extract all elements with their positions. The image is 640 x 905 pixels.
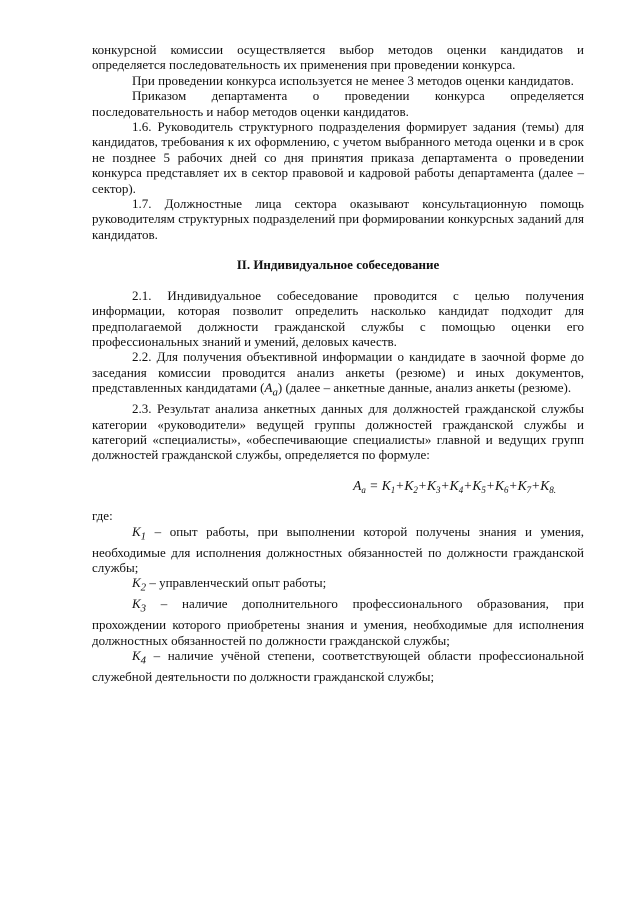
formula-term: $K_1$ xyxy=(381,477,396,495)
section-heading: II. Индивидуальное собеседование xyxy=(236,257,440,273)
formula-plus: + xyxy=(417,477,428,493)
where-label: где: xyxy=(92,508,113,524)
formula-plus: + xyxy=(531,477,541,493)
paragraph-methods-choice: конкурсной комиссии осуществляется выбор методов оценки кандидатов и определяется последовательность их применения при проведении конкурса. xyxy=(92,42,584,73)
formula-term: $K_5$ xyxy=(472,477,486,495)
formula-plus: + xyxy=(508,477,518,493)
formula-plus: + xyxy=(395,477,405,493)
paragraph-order: Приказом департамента о проведении конкурса определяется последовательность и набор методов оценки кандидатов. xyxy=(92,88,584,119)
definition-k2: $K_2$ – управленческий опыт работы; xyxy=(132,575,327,594)
paragraph-2-3: 2.3. Результат анализа анкетных данных для должностей гражданской службы категории «руководители» ведущей группы должностей гражданской службы и категорий «специалисты», «обеспечивающие специалисты» главной и ведущих групп должностей гражданской службы, определяется по формуле: xyxy=(92,401,584,463)
formula-term: $K_2$ xyxy=(404,477,418,495)
paragraph-1-6: 1.6. Руководитель структурного подразделения формирует задания (темы) для кандидатов, требования к их оформлению, с учетом выбранного метода оценки и в срок не позднее 5 рабочих дней со дня принятия приказа департамента о проведении конкурса представляет их в сектор правовой и кадровой работы департамента (далее – сектор). xyxy=(92,119,584,196)
formula-term: $K_3$ xyxy=(427,477,441,495)
formula-plus: + xyxy=(485,477,495,493)
formula-plus: + xyxy=(440,477,450,493)
formula-term: $K_7$ xyxy=(517,477,532,495)
definition-k4: $K_4$ – наличие учёной степени, соответствующей области профессиональной служебной деятельности по должности гражданской службы; xyxy=(92,648,584,685)
definition-k1: $K_1$ – опыт работы, при выполнении которой получены знания и умения, необходимые для исполнения должностных обязанностей по должности гражданской службы; xyxy=(92,523,584,575)
formula-term: $K_4$ xyxy=(449,477,464,495)
paragraph-2-1: 2.1. Индивидуальное собеседование проводится с целью получения информации, которая позволит определить насколько кандидат подходит для предполагаемой должности гражданской службы с помощью оценки его профессиональных знаний и умений, деловых качеств. xyxy=(92,287,584,349)
formula-term: $K_6$ xyxy=(494,477,509,495)
formula: $A_a = K_1+K_2+K_3+K_4+K_5+K_6+K_7+K_{8.}$ xyxy=(353,477,556,495)
paragraph-methods-count: При проведении конкурса используется не менее 3 методов оценки кандидатов. xyxy=(132,72,574,88)
formula-term: $K_{8.}$ xyxy=(540,477,556,495)
formula-plus: + xyxy=(463,477,473,493)
paragraph-2-2: 2.2. Для получения объективной информации о кандидате в заочной форме до заседания комиссии проводится анализ анкеты (резюме) и иных документов, представленных кандидатами $(A_a)$ (далее – анкетные данные, анализ анкеты (резюме). xyxy=(92,349,584,399)
document-page xyxy=(92,42,584,685)
definition-k3: $K_3$ – наличие дополнительного профессионального образования, при прохождении которого приобретены знания и умения, необходимые для исполнения должностных обязанностей по должности гражданской службы; xyxy=(92,596,584,648)
paragraph-1-7: 1.7. Должностные лица сектора оказывают консультационную помощь руководителям структурных подразделений при формировании конкурсных заданий для кандидатов. xyxy=(92,196,584,242)
